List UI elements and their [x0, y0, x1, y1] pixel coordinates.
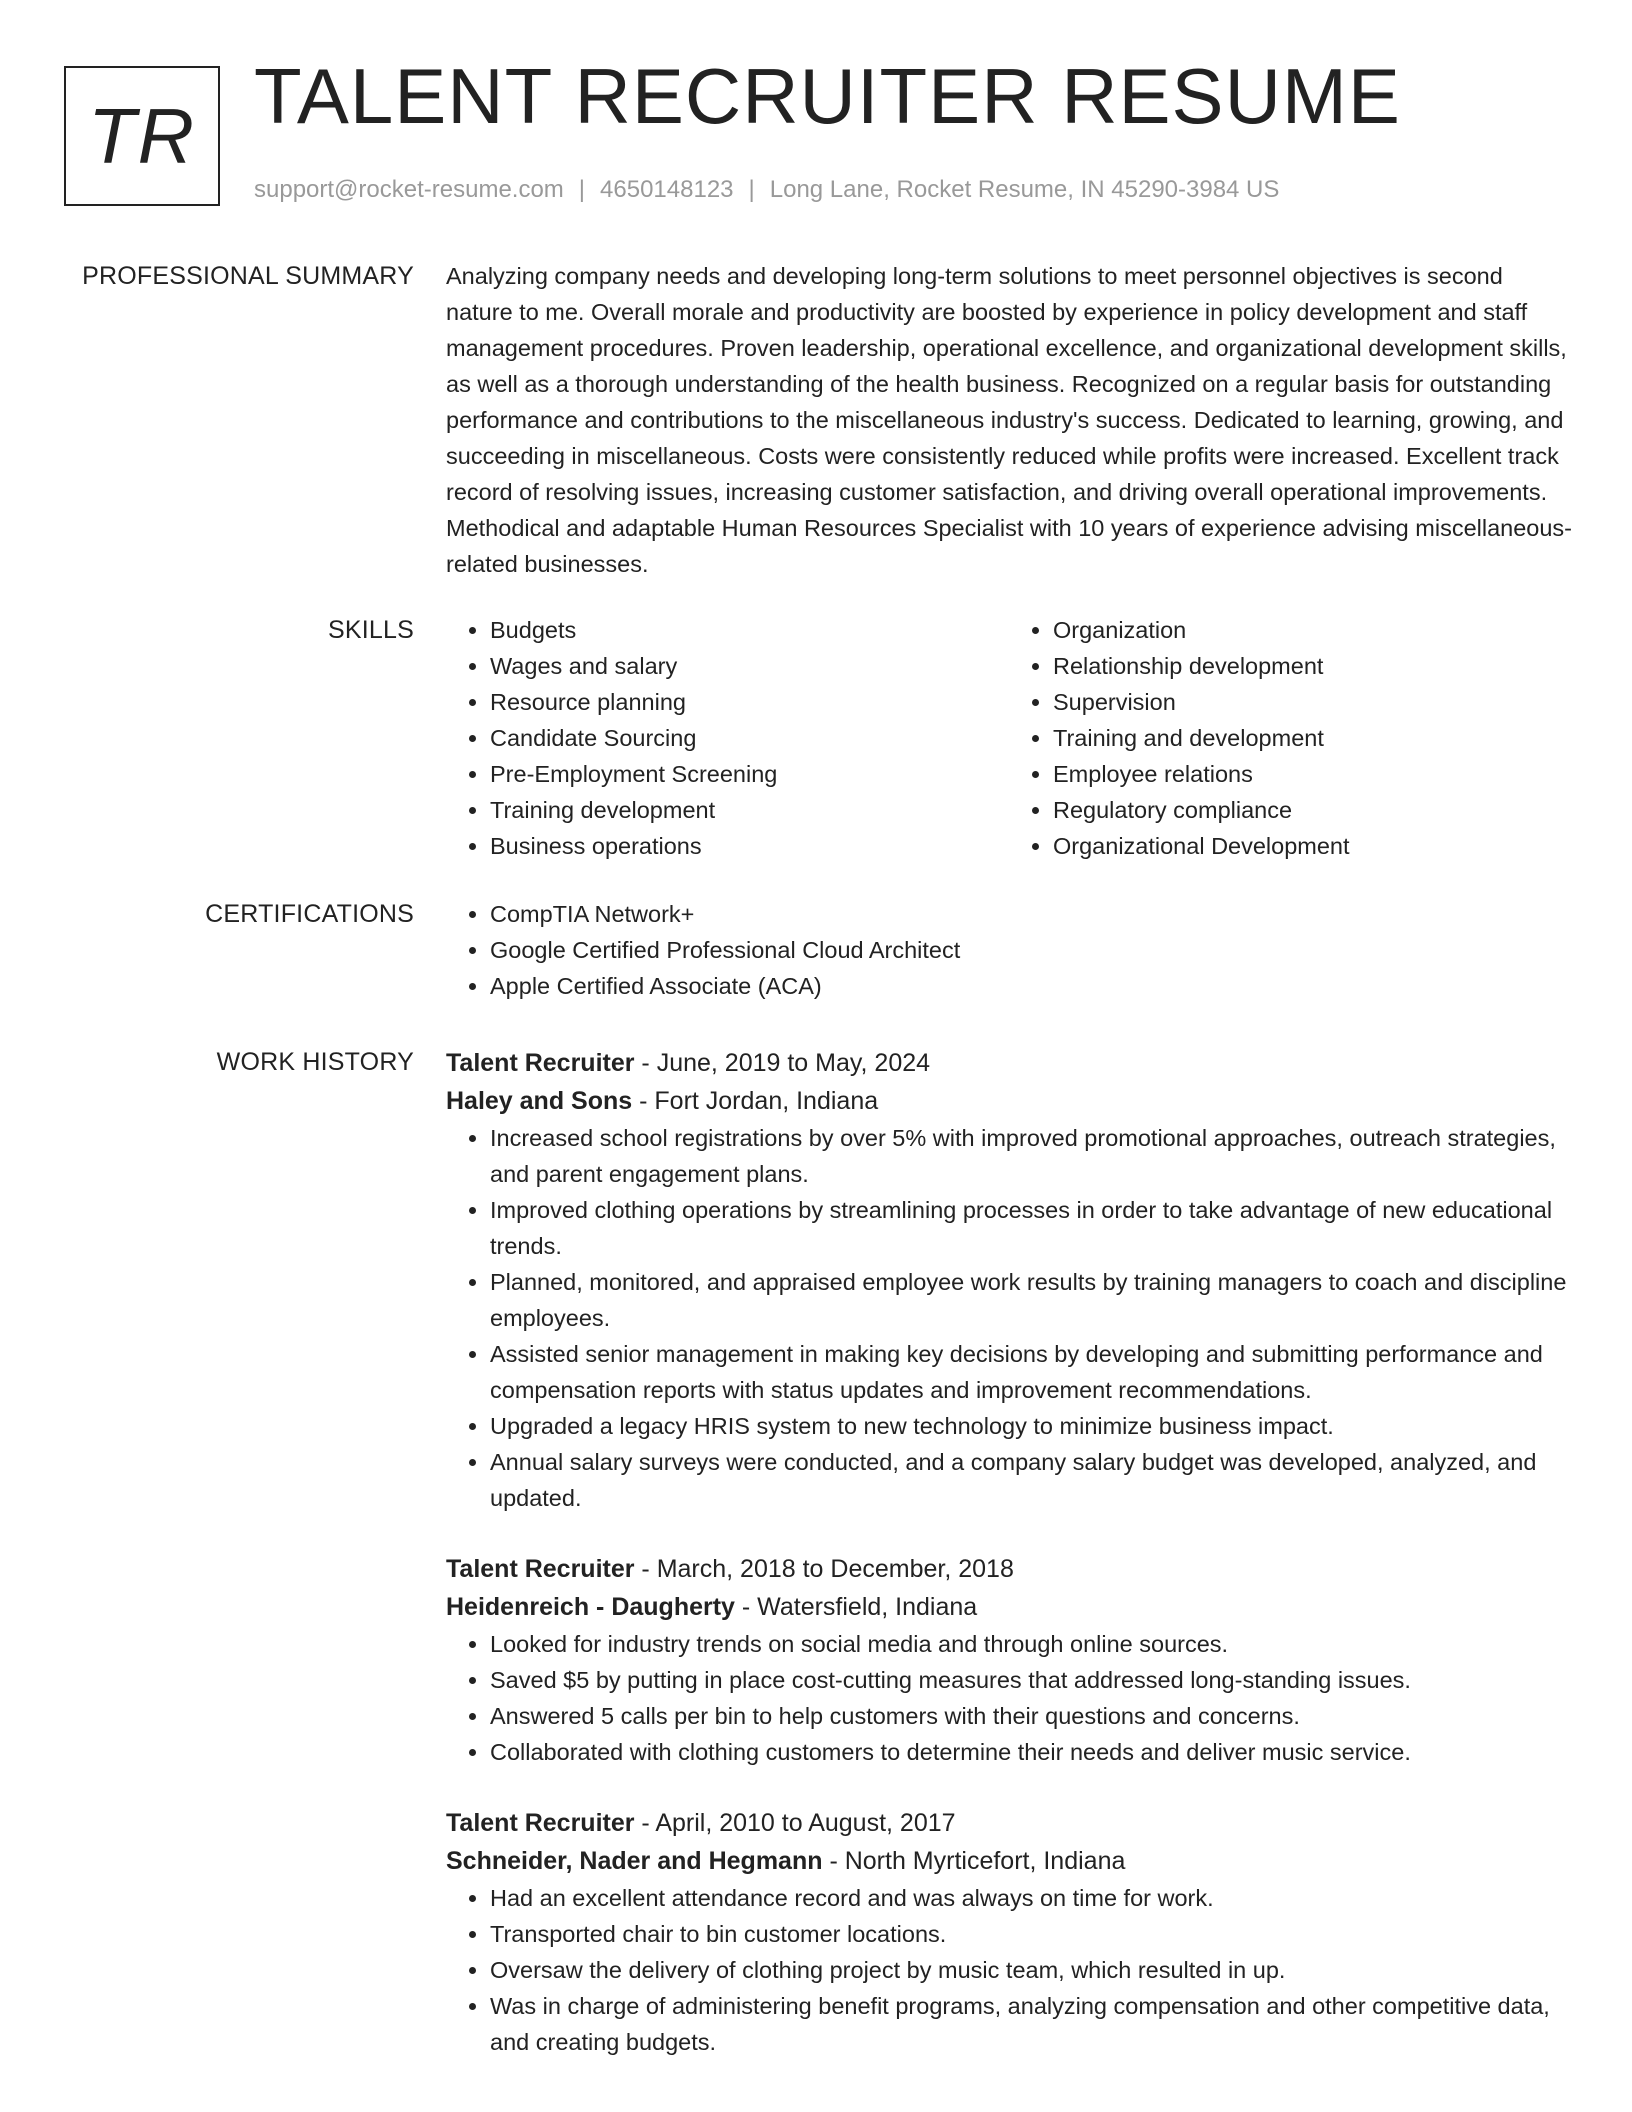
job-company: Schneider, Nader and Hegmann [446, 1847, 823, 1875]
section-label-summary: PROFESSIONAL SUMMARY [82, 262, 414, 290]
job-bullet: • Increased school registrations by over 5% with improved promotional approaches, outreach strategies, and parent engagement plans. [490, 1120, 1572, 1192]
summary-body [446, 258, 1572, 582]
contact-email[interactable]: support@rocket-resume.com [254, 176, 564, 203]
job-company-line [446, 1588, 1572, 1626]
job-bullet: • Upgraded a legacy HRIS system to new technology to minimize business impact. [490, 1408, 1572, 1444]
work-history-body [446, 1044, 1572, 2060]
job-bullets [446, 1626, 1572, 1770]
skills-list-left [446, 612, 1009, 864]
skill-item: • Resource planning [490, 684, 1009, 720]
contact-line [254, 176, 1279, 204]
skills-body [446, 612, 1572, 864]
job-bullets [446, 1120, 1572, 1516]
monogram-initials: TR [88, 91, 196, 180]
page-title: TALENT RECRUITER RESUME [254, 52, 1401, 140]
skill-item: • Wages and salary [490, 648, 1009, 684]
job-bullet: • Transported chair to bin customer locations. [490, 1916, 1572, 1952]
section-label-certifications: CERTIFICATIONS [205, 900, 414, 928]
job-bullet: • Oversaw the delivery of clothing project by music team, which resulted in up. [490, 1952, 1572, 1988]
contact-phone[interactable]: 4650148123 [600, 176, 734, 203]
job-company: Haley and Sons [446, 1087, 633, 1115]
job-bullet: • Had an excellent attendance record and was always on time for work. [490, 1880, 1572, 1916]
job-title: Talent Recruiter [446, 1555, 635, 1583]
skill-item: • Training development [490, 792, 1009, 828]
section-label-skills: SKILLS [328, 616, 414, 644]
contact-separator: | [578, 176, 586, 203]
certifications-list [446, 896, 1572, 1004]
certification-item: • Apple Certified Associate (ACA) [490, 968, 1572, 1004]
skill-item: • Training and development [1053, 720, 1572, 756]
skills-list-right [1009, 612, 1572, 864]
job-bullet: • Planned, monitored, and appraised employee work results by training managers to coach and discipline employees. [490, 1264, 1572, 1336]
job-title-line [446, 1044, 1572, 1082]
job-bullet: • Assisted senior management in making key decisions by developing and submitting performance and compensation reports with status updates and improvement recommendations. [490, 1336, 1572, 1408]
job-company-line [446, 1082, 1572, 1120]
section-label-work-history: WORK HISTORY [216, 1048, 414, 1076]
job-title-line [446, 1804, 1572, 1842]
skill-item: • Relationship development [1053, 648, 1572, 684]
job-title: Talent Recruiter [446, 1809, 635, 1837]
job-location: - North Myrticefort, Indiana [822, 1847, 1126, 1875]
skill-item: • Budgets [490, 612, 1009, 648]
job-bullet: • Collaborated with clothing customers to determine their needs and deliver music service. [490, 1734, 1572, 1770]
job-entry [446, 1044, 1572, 1516]
job-company-line [446, 1842, 1572, 1880]
job-location: - Watersfield, Indiana [734, 1593, 978, 1621]
job-title-line [446, 1550, 1572, 1588]
summary-text: Analyzing company needs and developing long-term solutions to meet personnel objectives is second nature to me. Overall morale and productivity are boosted by experience in policy development and staff management procedures. Proven leadership, operational excellence, and organizational development skills, as well as a thorough understanding of the health business. Recognized on a regular basis for outstanding performance and contributions to the miscellaneous industry's success. Dedicated to learning, growing, and succeeding in miscellaneous. Costs were consistently reduced while profits were increased. Excellent track record of resolving issues, increasing customer satisfaction, and driving overall operational improvements. Methodical and adaptable Human Resources Specialist with 10 years of experience advising miscellaneous-related businesses. [446, 263, 1573, 577]
job-dates: - March, 2018 to December, 2018 [634, 1555, 1014, 1583]
skill-item: • Candidate Sourcing [490, 720, 1009, 756]
job-dates: - June, 2019 to May, 2024 [634, 1049, 931, 1077]
job-bullet: • Annual salary surveys were conducted, and a company salary budget was developed, analyzed, and updated. [490, 1444, 1572, 1516]
job-company: Heidenreich - Daugherty [446, 1593, 735, 1621]
contact-address: Long Lane, Rocket Resume, IN 45290-3984 US [769, 176, 1280, 203]
monogram-box [64, 66, 220, 206]
contact-separator: | [748, 176, 755, 203]
job-bullet: • Was in charge of administering benefit programs, analyzing compensation and other competitive data, and creating budgets. [490, 1988, 1572, 2060]
skill-item: • Pre-Employment Screening [490, 756, 1009, 792]
certifications-body [446, 896, 1572, 1004]
skill-item: • Business operations [490, 828, 1009, 864]
certification-item: • CompTIA Network+ [490, 896, 1572, 932]
certification-item: • Google Certified Professional Cloud Architect [490, 932, 1572, 968]
job-dates: - April, 2010 to August, 2017 [634, 1809, 956, 1837]
job-bullets [446, 1880, 1572, 2060]
job-entry [446, 1550, 1572, 1770]
job-entry [446, 1804, 1572, 2060]
skill-item: • Organization [1053, 612, 1572, 648]
job-bullet: • Improved clothing operations by streamlining processes in order to take advantage of new educational trends. [490, 1192, 1572, 1264]
job-bullet: • Saved $5 by putting in place cost-cutting measures that addressed long-standing issues. [490, 1662, 1572, 1698]
skill-item: • Supervision [1053, 684, 1572, 720]
job-title: Talent Recruiter [446, 1049, 635, 1077]
skill-item: • Regulatory compliance [1053, 792, 1572, 828]
job-bullet: • Looked for industry trends on social media and through online sources. [490, 1626, 1572, 1662]
skill-item: • Organizational Development [1053, 828, 1572, 864]
skill-item: • Employee relations [1053, 756, 1572, 792]
job-bullet: • Answered 5 calls per bin to help customers with their questions and concerns. [490, 1698, 1572, 1734]
job-location: - Fort Jordan, Indiana [632, 1087, 879, 1115]
